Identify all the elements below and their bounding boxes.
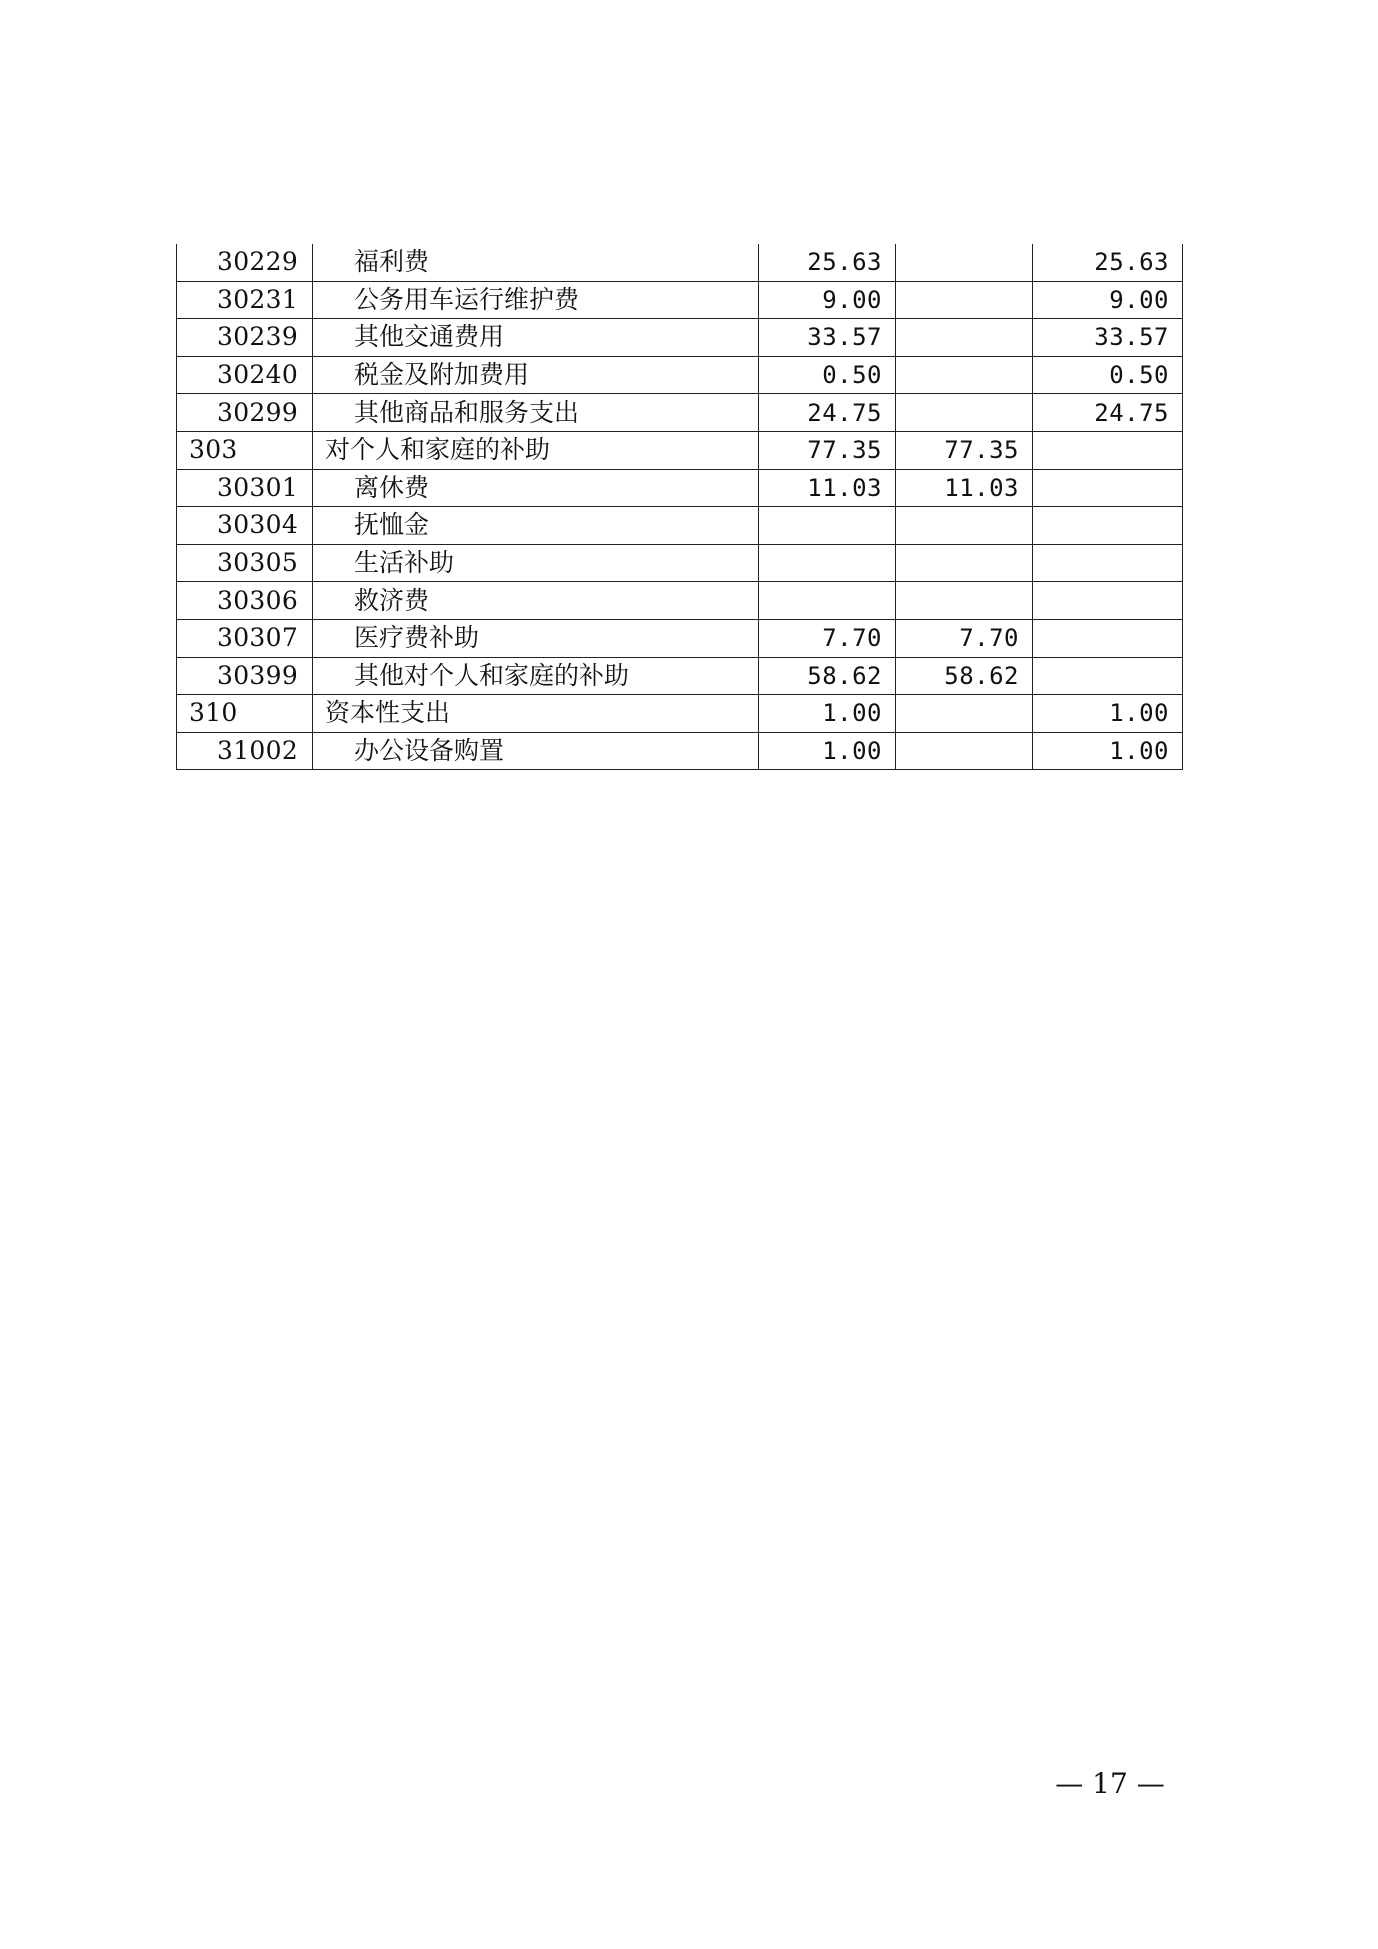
- total-amount-cell: 7.70: [759, 619, 896, 657]
- name-cell: 其他商品和服务支出: [313, 394, 759, 432]
- name-cell: 生活补助: [313, 544, 759, 582]
- code-cell: 30307: [177, 619, 313, 657]
- basic-amount-cell: 58.62: [896, 657, 1033, 695]
- total-amount-cell: 0.50: [759, 356, 896, 394]
- basic-amount-cell: 77.35: [896, 431, 1033, 469]
- code-cell: 30231: [177, 281, 313, 319]
- project-amount-cell: 9.00: [1033, 281, 1183, 319]
- table-row: [177, 619, 1183, 657]
- table-row: [177, 657, 1183, 695]
- name-cell: 其他交通费用: [313, 319, 759, 357]
- code-cell: 303: [177, 431, 313, 469]
- project-amount-cell: 0.50: [1033, 356, 1183, 394]
- table-row: [177, 244, 1183, 281]
- expenditure-table: [176, 244, 1183, 770]
- name-cell: 公务用车运行维护费: [313, 281, 759, 319]
- basic-amount-cell: [896, 732, 1033, 770]
- code-cell: 30399: [177, 657, 313, 695]
- basic-amount-cell: [896, 281, 1033, 319]
- name-cell: 办公设备购置: [313, 732, 759, 770]
- project-amount-cell: [1033, 507, 1183, 545]
- total-amount-cell: 24.75: [759, 394, 896, 432]
- table-row: [177, 732, 1183, 770]
- code-cell: 310: [177, 695, 313, 733]
- project-amount-cell: 33.57: [1033, 319, 1183, 357]
- table-body: [177, 244, 1183, 770]
- table-row: [177, 394, 1183, 432]
- basic-amount-cell: [896, 507, 1033, 545]
- name-cell: 救济费: [313, 582, 759, 620]
- total-amount-cell: [759, 582, 896, 620]
- table-row: [177, 469, 1183, 507]
- project-amount-cell: [1033, 469, 1183, 507]
- table-row: [177, 695, 1183, 733]
- name-cell: 税金及附加费用: [313, 356, 759, 394]
- code-cell: 31002: [177, 732, 313, 770]
- name-cell: 医疗费补助: [313, 619, 759, 657]
- project-amount-cell: [1033, 582, 1183, 620]
- total-amount-cell: 77.35: [759, 431, 896, 469]
- table-row: [177, 544, 1183, 582]
- basic-amount-cell: [896, 244, 1033, 281]
- total-amount-cell: 11.03: [759, 469, 896, 507]
- table-row: [177, 319, 1183, 357]
- project-amount-cell: 1.00: [1033, 695, 1183, 733]
- basic-amount-cell: [896, 582, 1033, 620]
- code-cell: 30306: [177, 582, 313, 620]
- table-row: [177, 507, 1183, 545]
- code-cell: 30239: [177, 319, 313, 357]
- project-amount-cell: [1033, 431, 1183, 469]
- total-amount-cell: 33.57: [759, 319, 896, 357]
- table-row: [177, 582, 1183, 620]
- project-amount-cell: [1033, 544, 1183, 582]
- code-cell: 30229: [177, 244, 313, 281]
- code-cell: 30305: [177, 544, 313, 582]
- name-cell: 其他对个人和家庭的补助: [313, 657, 759, 695]
- basic-amount-cell: [896, 319, 1033, 357]
- code-cell: 30240: [177, 356, 313, 394]
- total-amount-cell: 58.62: [759, 657, 896, 695]
- basic-amount-cell: [896, 356, 1033, 394]
- name-cell: 离休费: [313, 469, 759, 507]
- name-cell: 对个人和家庭的补助: [313, 431, 759, 469]
- code-cell: 30299: [177, 394, 313, 432]
- basic-amount-cell: [896, 695, 1033, 733]
- page-number: — 17 —: [1055, 1767, 1165, 1800]
- name-cell: 抚恤金: [313, 507, 759, 545]
- project-amount-cell: 1.00: [1033, 732, 1183, 770]
- basic-amount-cell: [896, 544, 1033, 582]
- table-row: [177, 431, 1183, 469]
- project-amount-cell: [1033, 619, 1183, 657]
- table-row: [177, 281, 1183, 319]
- total-amount-cell: [759, 544, 896, 582]
- project-amount-cell: [1033, 657, 1183, 695]
- name-cell: 资本性支出: [313, 695, 759, 733]
- total-amount-cell: [759, 507, 896, 545]
- basic-amount-cell: 11.03: [896, 469, 1033, 507]
- total-amount-cell: 25.63: [759, 244, 896, 281]
- basic-amount-cell: [896, 394, 1033, 432]
- code-cell: 30304: [177, 507, 313, 545]
- total-amount-cell: 1.00: [759, 695, 896, 733]
- basic-amount-cell: 7.70: [896, 619, 1033, 657]
- code-cell: 30301: [177, 469, 313, 507]
- project-amount-cell: 25.63: [1033, 244, 1183, 281]
- table-row: [177, 356, 1183, 394]
- total-amount-cell: 1.00: [759, 732, 896, 770]
- project-amount-cell: 24.75: [1033, 394, 1183, 432]
- total-amount-cell: 9.00: [759, 281, 896, 319]
- name-cell: 福利费: [313, 244, 759, 281]
